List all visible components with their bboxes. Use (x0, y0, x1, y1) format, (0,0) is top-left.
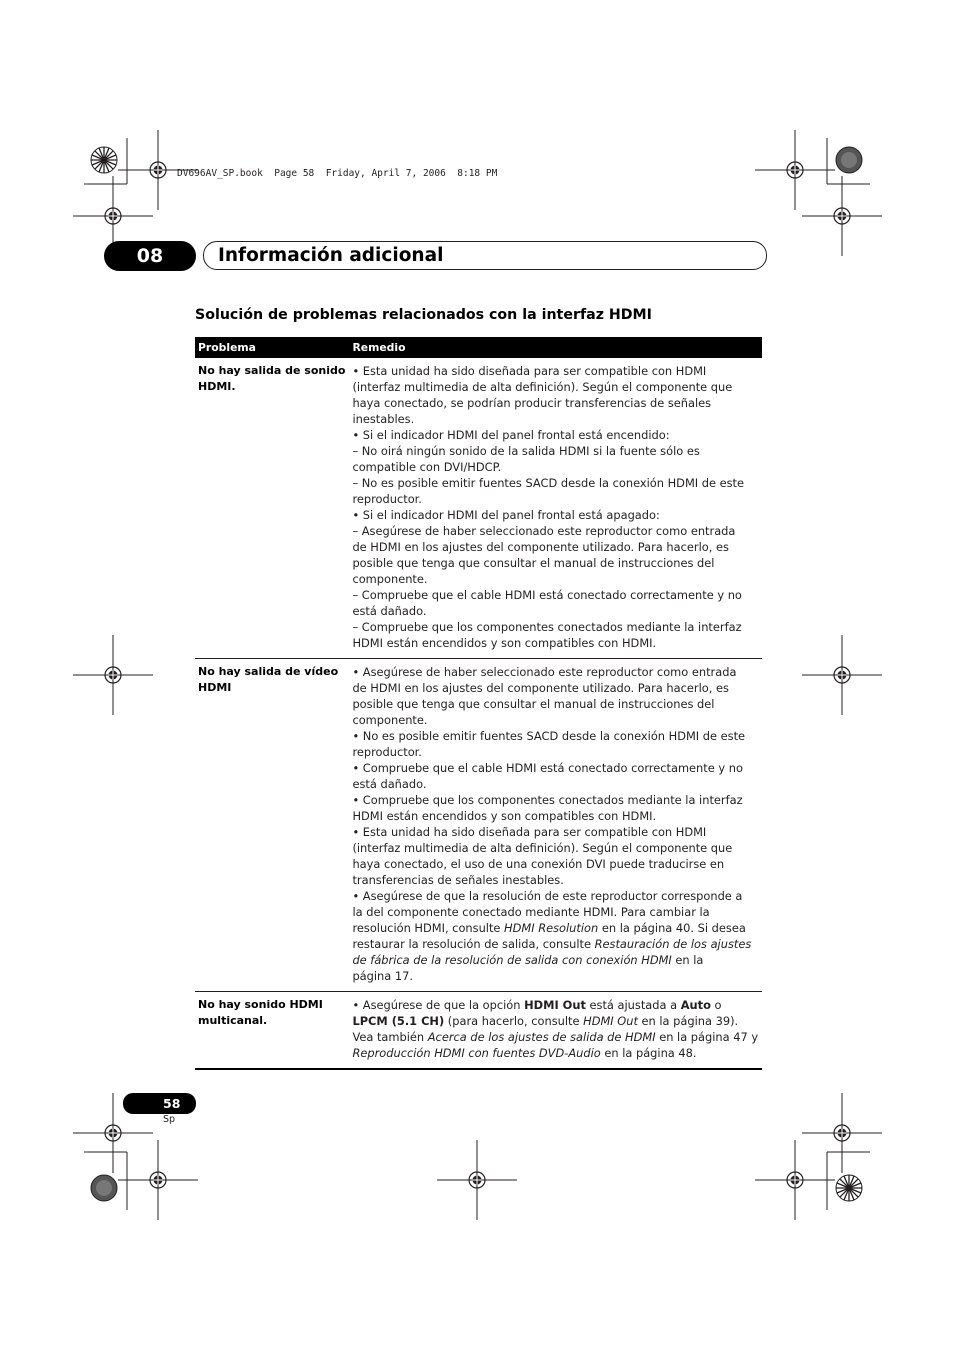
remedy-line (352, 997, 758, 1013)
remedy-line: de HDMI en los ajustes del componente utilizado. Para hacerlo, es (352, 540, 729, 554)
remedy-line: posible que tenga que consultar el manual de instrucciones del (352, 697, 715, 711)
text-run: en la página 47 y (655, 1030, 759, 1044)
cross-reference: Reproducción HDMI con fuentes DVD-Audio (352, 1046, 601, 1060)
remedy-line: componente. (352, 572, 428, 586)
remedy-line: • Esta unidad ha sido diseñada para ser compatible con HDMI (352, 364, 707, 378)
remedy-line: haya conectado, se podrían producir transferencias de señales (352, 396, 712, 410)
remedy-line: • Asegúrese de que la resolución de este reproductor corresponde a (352, 889, 743, 903)
text-run: restaurar la resolución de salida, consulte (352, 937, 595, 951)
text-run: está ajustada a (585, 998, 681, 1012)
column-header-remedy: Remedio (349, 337, 762, 358)
cross-reference: de fábrica de la resolución de salida con conexión HDMI (352, 953, 672, 967)
remedy-line: componente. (352, 713, 428, 727)
remedy-line: – Compruebe que el cable HDMI está conectado correctamente y no (352, 588, 742, 602)
table-row (195, 992, 762, 1070)
remedy-line: haya conectado, el uso de una conexión DVI puede traducirse en (352, 857, 725, 871)
remedy-line: (interfaz multimedia de alta definición). Según el componente que (352, 380, 733, 394)
remedy-line: • Esta unidad ha sido diseñada para ser compatible con HDMI (352, 825, 707, 839)
remedy-line: – Asegúrese de haber seleccionado este reproductor como entrada (352, 524, 736, 538)
setting-value: Auto (680, 998, 711, 1012)
remedy-line: • Compruebe que los componentes conectados mediante la interfaz (352, 793, 743, 807)
remedy-line: – No oirá ningún sonido de la salida HDMI si la fuente sólo es (352, 444, 700, 458)
setting-name: HDMI Out (524, 998, 586, 1012)
problem-line: multicanal. (198, 1014, 268, 1027)
remedy-line: • Si el indicador HDMI del panel frontal está encendido: (352, 428, 670, 442)
remedy-cell (349, 358, 762, 659)
problem-line: HDMI. (198, 380, 236, 393)
text-run: en la página 48. (600, 1046, 697, 1060)
remedy-line: está dañado. (352, 777, 427, 791)
chapter-title: Información adicional (218, 245, 444, 266)
remedy-line: inestables. (352, 412, 415, 426)
problem-line: No hay sonido HDMI (198, 998, 323, 1011)
remedy-line: posible que tenga que consultar el manual de instrucciones del (352, 556, 715, 570)
remedy-line (352, 1045, 758, 1061)
remedy-line: • Asegúrese de haber seleccionado este reproductor como entrada (352, 665, 737, 679)
cross-reference: HDMI Out (583, 1014, 638, 1028)
text-run: en la (671, 953, 704, 967)
problem-cell (195, 992, 349, 1070)
table-row (195, 358, 762, 659)
remedy-line: HDMI están encendidos y son compatibles con HDMI. (352, 636, 657, 650)
problem-cell (195, 659, 349, 992)
remedy-cell (349, 659, 762, 992)
text-run: • Asegúrese de que la opción (352, 998, 525, 1012)
page-language: Sp (163, 1114, 176, 1125)
remedy-line: reproductor. (352, 745, 422, 759)
remedy-line (352, 1029, 758, 1045)
problem-line: No hay salida de vídeo (198, 665, 339, 678)
file-info-line: DV696AV_SP.book Page 58 Friday, April 7, 2006 8:18 PM (177, 168, 498, 179)
remedy-line: – Compruebe que los componentes conectados mediante la interfaz (352, 620, 742, 634)
troubleshooting-table (195, 337, 762, 1070)
remedy-line: transferencias de señales inestables. (352, 873, 564, 887)
text-run: (para hacerlo, consulte (444, 1014, 584, 1028)
remedy-line: • No es posible emitir fuentes SACD desde la conexión HDMI de este (352, 729, 746, 743)
table-row (195, 659, 762, 992)
chapter-title-bar (203, 241, 767, 270)
remedy-line: de HDMI en los ajustes del componente utilizado. Para hacerlo, es (352, 681, 729, 695)
cross-reference: Restauración de los ajustes (594, 937, 752, 951)
section-title: Solución de problemas relacionados con la interfaz HDMI (195, 307, 652, 323)
problem-line: HDMI (198, 681, 232, 694)
page-number-badge (123, 1093, 196, 1114)
text-run: Vea también (352, 1030, 428, 1044)
remedy-line: reproductor. (352, 492, 422, 506)
remedy-line (352, 952, 758, 968)
remedy-line (352, 920, 758, 936)
problem-line: No hay salida de sonido (198, 364, 346, 377)
chapter-number-badge: 08 (104, 241, 196, 271)
text-run: resolución HDMI, consulte (352, 921, 505, 935)
remedy-line: • Si el indicador HDMI del panel frontal está apagado: (352, 508, 660, 522)
problem-cell (195, 358, 349, 659)
remedy-line: • Compruebe que el cable HDMI está conectado correctamente y no (352, 761, 743, 775)
remedy-line: HDMI están encendidos y son compatibles con HDMI. (352, 809, 657, 823)
text-run: en la página 40. Si desea (598, 921, 746, 935)
text-run: o (710, 998, 722, 1012)
remedy-line: está dañado. (352, 604, 427, 618)
remedy-line: (interfaz multimedia de alta definición). Según el componente que (352, 841, 733, 855)
text-run: en la página 39). (637, 1014, 739, 1028)
remedy-line: página 17. (352, 969, 413, 983)
remedy-line: la del componente conectado mediante HDMI. Para cambiar la (352, 905, 710, 919)
remedy-line: compatible con DVI/HDCP. (352, 460, 502, 474)
remedy-line: – No es posible emitir fuentes SACD desde la conexión HDMI de este (352, 476, 745, 490)
page-number: 58 (163, 1096, 181, 1111)
cross-reference: HDMI Resolution (504, 921, 599, 935)
remedy-line (352, 936, 758, 952)
setting-value: LPCM (5.1 CH) (352, 1014, 445, 1028)
cross-reference: Acerca de los ajustes de salida de HDMI (427, 1030, 656, 1044)
remedy-line (352, 1013, 758, 1029)
remedy-cell (349, 992, 762, 1070)
table-header-row (195, 337, 762, 358)
column-header-problem: Problema (195, 337, 349, 358)
